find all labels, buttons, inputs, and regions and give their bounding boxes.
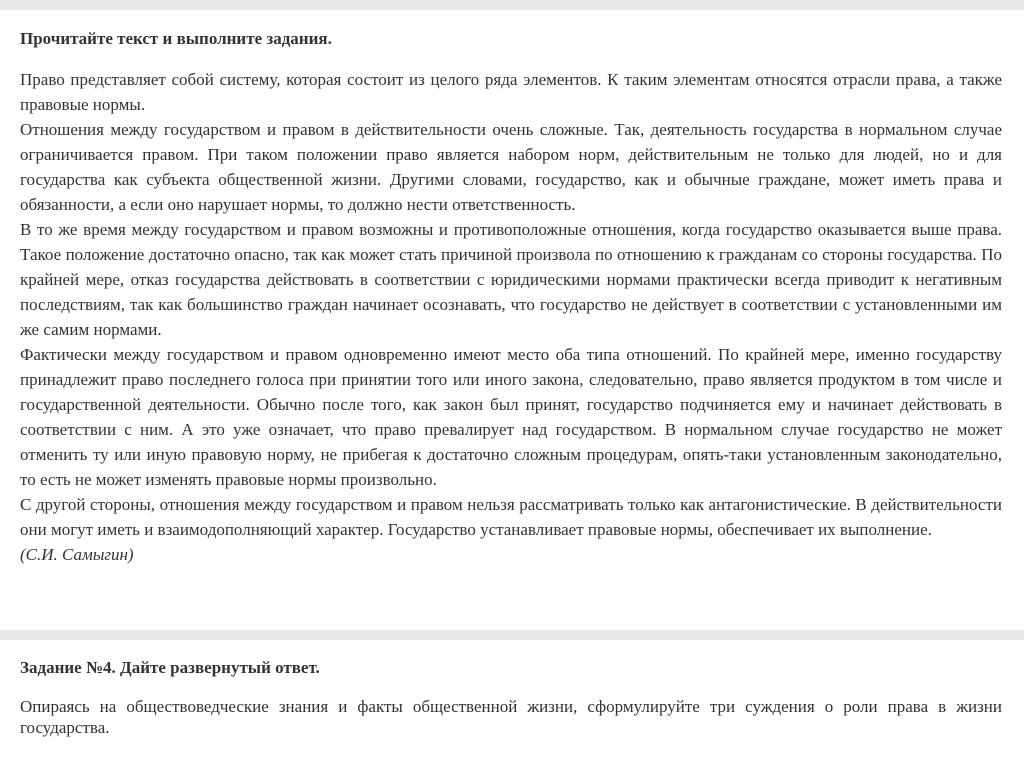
paragraph-1: Право представляет собой систему, которая состоит из целого ряда элементов. К таким элементам относятся отрасли права, а также правовые нормы.: [20, 70, 1002, 114]
paragraph-2: Отношения между государством и правом в действительности очень сложные. Так, деятельность государства в нормальном случае ограничивается правом. При таком положении право является набором норм, действительным не только для людей, но и для государства как субъекта общественной жизни. Другими словами, государство, как и обычные граждане, может иметь права и обязанности, а если оно нарушает нормы, то должно нести ответственность.: [20, 120, 1002, 214]
section-divider: [0, 630, 1024, 640]
task-text: [20, 696, 1002, 738]
reading-heading: Прочитайте текст и выполните задания.: [20, 29, 332, 48]
reading-text: [20, 67, 1002, 567]
task-instruction: Опираясь на обществоведческие знания и факты общественной жизни, сформулируйте три суждения о роли права в жизни государства.: [20, 697, 1002, 737]
task-panel: [0, 640, 1024, 770]
top-bar: [0, 0, 1024, 10]
task-heading: Задание №4. Дайте развернутый ответ.: [20, 658, 320, 677]
paragraph-4: Фактически между государством и правом одновременно имеют место оба типа отношений. По крайней мере, именно государству принадлежит право последнего голоса при принятии того или иного закона, следовательно, право является продуктом в том числе и государственной деятельности. Обычно после того, как закон был принят, государство подчиняется ему и начинает действовать в соответствии с ним. А это уже означает, что право превалирует над государством. В нормальном случае государство не может отменить ту или иную правовую норму, не прибегая к достаточно сложным процедурам, опять-таки установленным законодательно, то есть не может изменять правовые нормы произвольно.: [20, 345, 1002, 489]
author-attribution: (С.И. Самыгин): [20, 545, 134, 564]
paragraph-3: В то же время между государством и правом возможны и противоположные отношения, когда государство оказывается выше права. Такое положение достаточно опасно, так как может стать причиной произвола по отношению к гражданам со стороны государства. По крайней мере, отказ государства действовать в соответствии с юридическими нормами практически всегда приводит к негативным последствиям, так как большинство граждан начинает осознавать, что государство не действует в соответствии с установленными им же самим нормами.: [20, 220, 1002, 339]
paragraph-5: С другой стороны, отношения между государством и правом нельзя рассматривать только как антагонистические. В действительности они могут иметь и взаимодополняющий характер. Государство устанавливает правовые нормы, обеспечивает их выполнение.: [20, 495, 1002, 539]
reading-panel: [0, 10, 1024, 630]
